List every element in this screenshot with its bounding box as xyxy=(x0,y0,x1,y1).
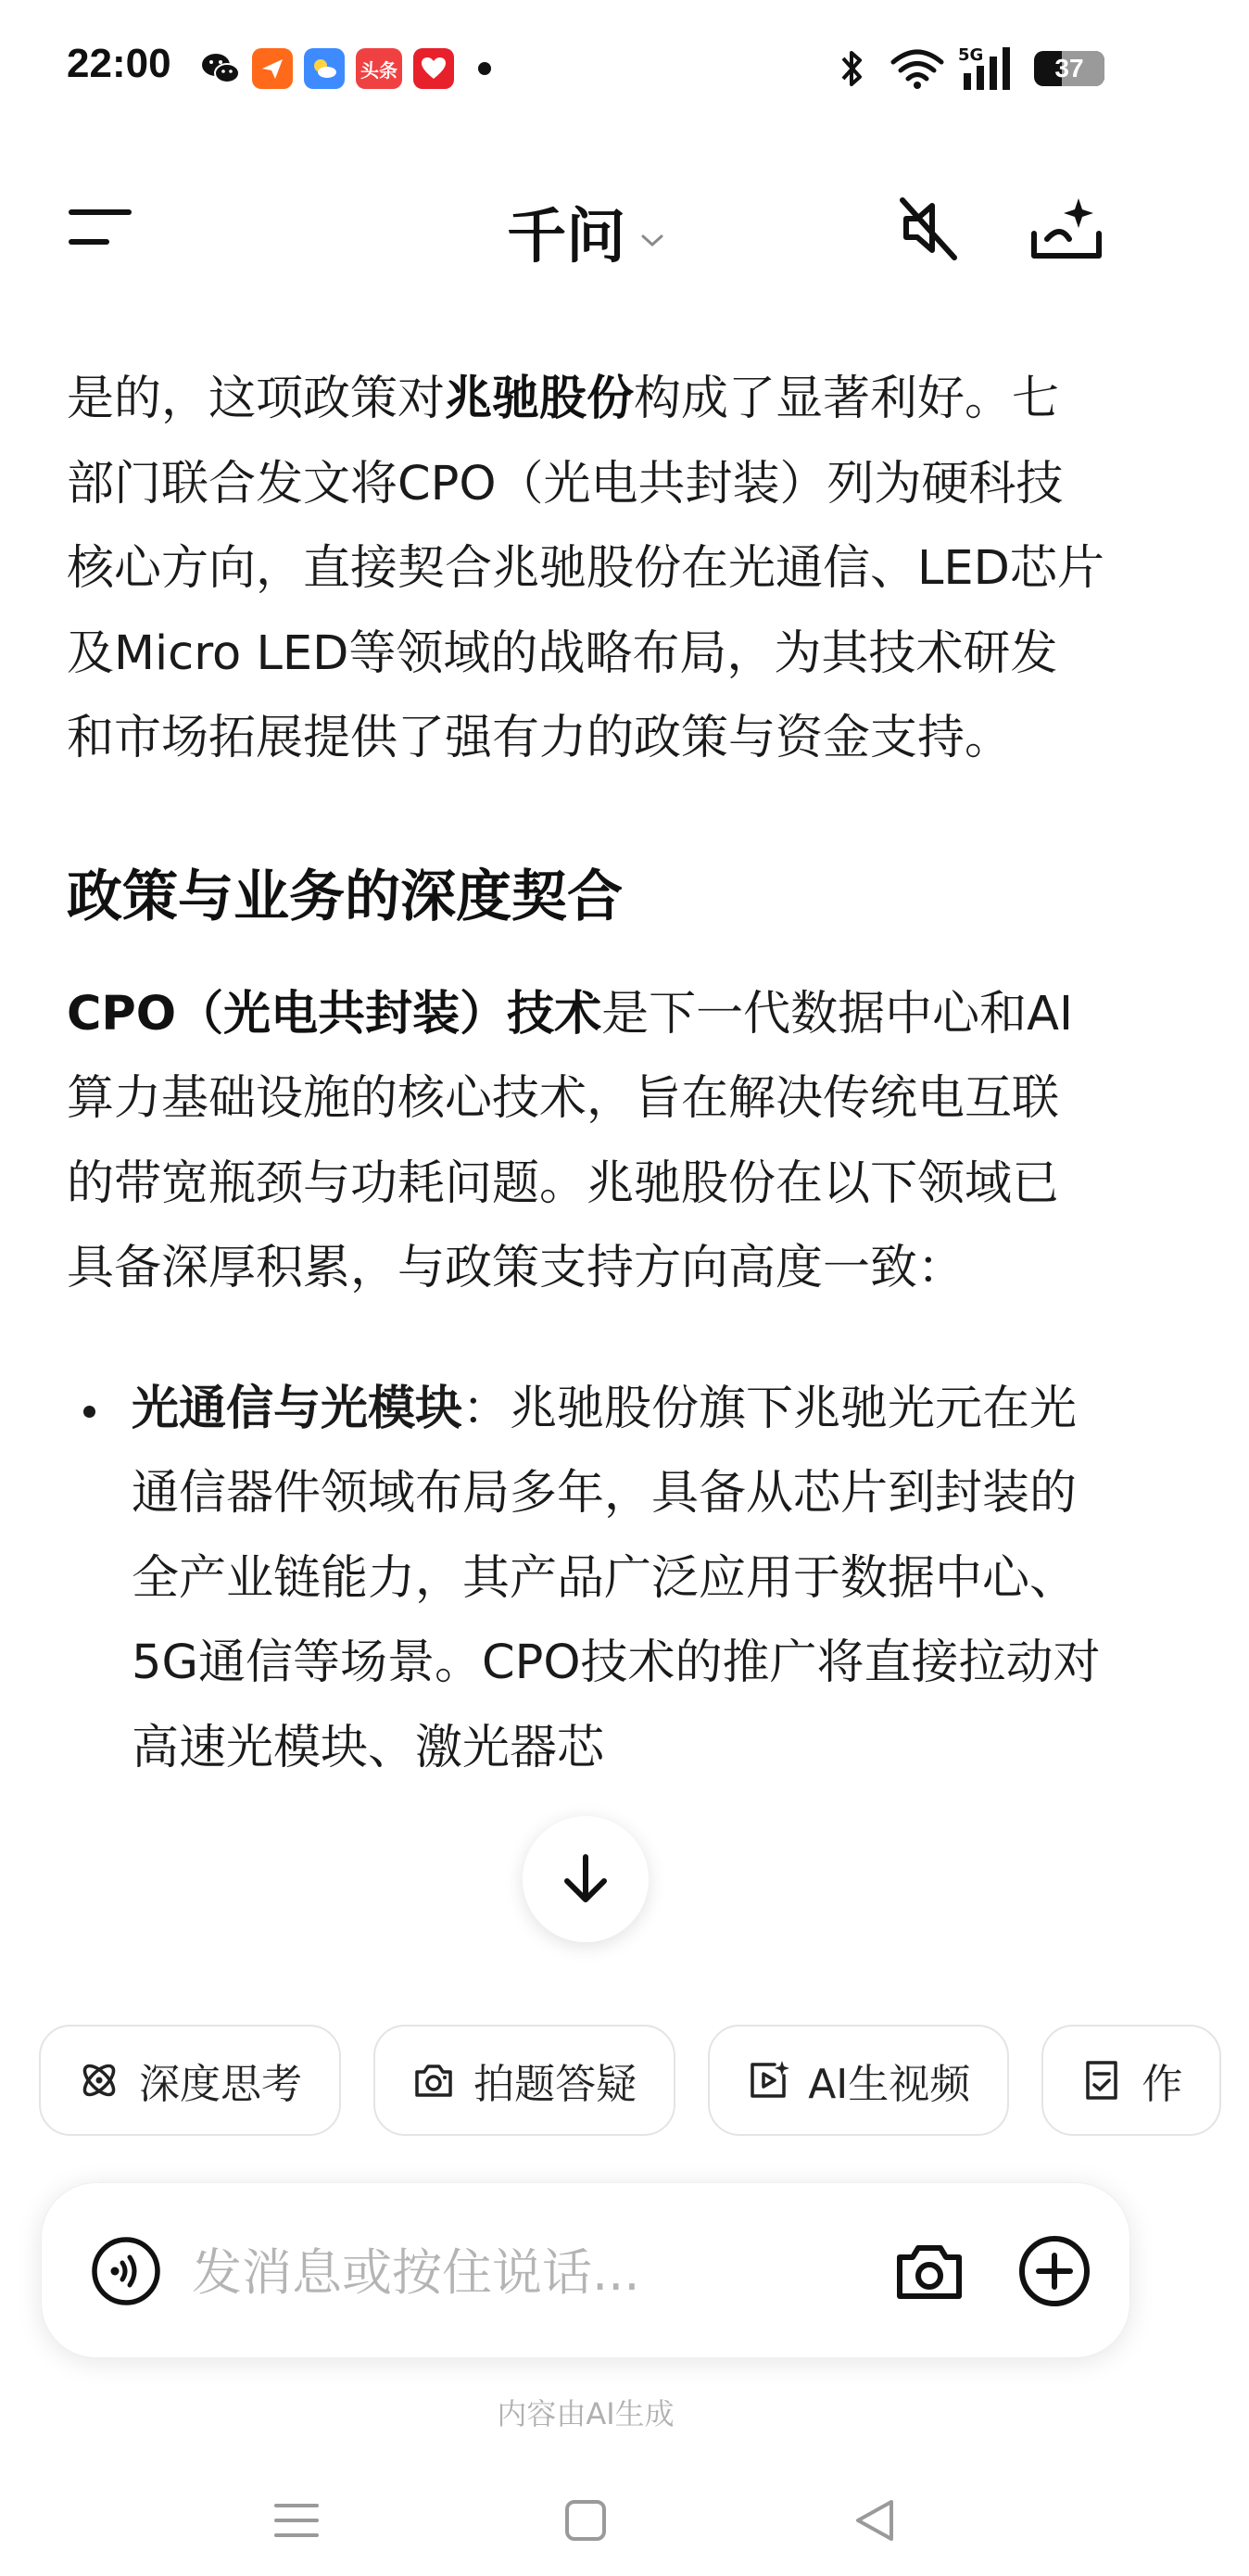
camera-button[interactable] xyxy=(892,2235,966,2309)
voice-input-button[interactable] xyxy=(90,2235,162,2307)
photo-question-chip[interactable]: 拍题答疑 xyxy=(373,2025,675,2136)
signal-indicator xyxy=(958,45,1017,92)
photo-question-icon xyxy=(412,2059,455,2102)
add-attachment-button[interactable] xyxy=(1016,2233,1092,2309)
bullet-list xyxy=(67,1367,1104,1791)
home-button[interactable] xyxy=(550,2485,621,2556)
square-home-icon xyxy=(550,2485,621,2556)
company-name: 兆驰股份 xyxy=(445,372,635,426)
battery-level: 37 xyxy=(1054,54,1084,82)
ai-disclaimer: 内容由AI生成 xyxy=(497,2396,675,2431)
app-header xyxy=(0,176,1171,278)
bluetooth-icon xyxy=(838,47,865,90)
triangle-back-icon xyxy=(839,2485,910,2556)
document-icon xyxy=(1080,2059,1123,2102)
back-button[interactable] xyxy=(839,2485,910,2556)
network-type: 5G xyxy=(958,45,984,65)
signal-bars-icon xyxy=(958,45,1017,92)
chat-response xyxy=(67,357,1104,1974)
chevron-down-icon xyxy=(631,225,664,256)
camera-icon xyxy=(892,2235,966,2309)
scroll-to-bottom-button[interactable] xyxy=(523,1816,649,1942)
body-bold-term: CPO（光电共封装）技术 xyxy=(67,986,602,1042)
recent-apps-button[interactable] xyxy=(261,2485,332,2556)
quick-actions xyxy=(39,2025,1183,2141)
body-paragraph: CPO（光电共封装）技术是下一代数据中心和AI算力基础设施的核心技术，旨在解决传统电互联的带宽瓶颈与功耗问题。兆驰股份在以下领域已具备深厚积累，与政策支持方向高度一致： xyxy=(67,986,1074,1295)
battery-indicator xyxy=(1034,51,1104,86)
message-input[interactable] xyxy=(190,2229,861,2315)
plus-circle-icon xyxy=(1016,2233,1092,2309)
mute-icon[interactable] xyxy=(893,193,964,263)
menu-lines-icon xyxy=(261,2485,332,2556)
writing-chip[interactable]: 作 xyxy=(1041,2025,1221,2136)
toutiao-app-icon: 头条 xyxy=(356,48,402,89)
status-app-icons xyxy=(200,46,491,91)
ai-video-chip[interactable]: AI生视频 xyxy=(708,2025,1009,2136)
heart-app-icon xyxy=(413,48,454,89)
new-chat-sparkle-icon[interactable] xyxy=(1028,191,1104,267)
section-heading: 政策与业务的深度契合 xyxy=(67,864,623,929)
notification-dot xyxy=(478,62,491,75)
wifi-icon xyxy=(889,47,945,90)
message-composer xyxy=(41,2182,1130,2358)
status-bar xyxy=(0,0,1171,137)
page-title: 千问 xyxy=(507,203,626,271)
ai-video-icon xyxy=(747,2059,789,2102)
wechat-icon xyxy=(200,48,241,89)
intro-paragraph: 是的，这项政策对兆驰股份构成了显著利好。七部门联合发文将CPO（光电共封装）列为硬科技核心方向，直接契合兆驰股份在光通信、LED芯片及Micro LED等领域的战略布局，为其技术研发和市场拓展提供了强有力的政策与资金支持。 xyxy=(67,372,1104,765)
status-time: 22:00 xyxy=(67,41,171,86)
deep-think-chip[interactable]: 深度思考 xyxy=(39,2025,341,2136)
system-nav-bar xyxy=(0,2465,1171,2576)
voice-wave-icon xyxy=(90,2235,162,2307)
status-right xyxy=(838,43,1104,95)
weather-app-icon xyxy=(304,48,345,89)
list-item: 光通信与光模块：兆驰股份旗下兆驰光元在光通信器件领域布局多年，具备从芯片到封装的全产业链能力，其产品广泛应用于数据中心、5G通信等场景。CPO技术的推广将直接拉动对高速光模块、激光器芯 xyxy=(67,1367,1104,1791)
deep-think-icon xyxy=(78,2059,120,2102)
model-selector[interactable] xyxy=(0,189,1171,274)
arrow-down-icon xyxy=(560,1851,612,1907)
paper-plane-app-icon xyxy=(252,48,293,89)
